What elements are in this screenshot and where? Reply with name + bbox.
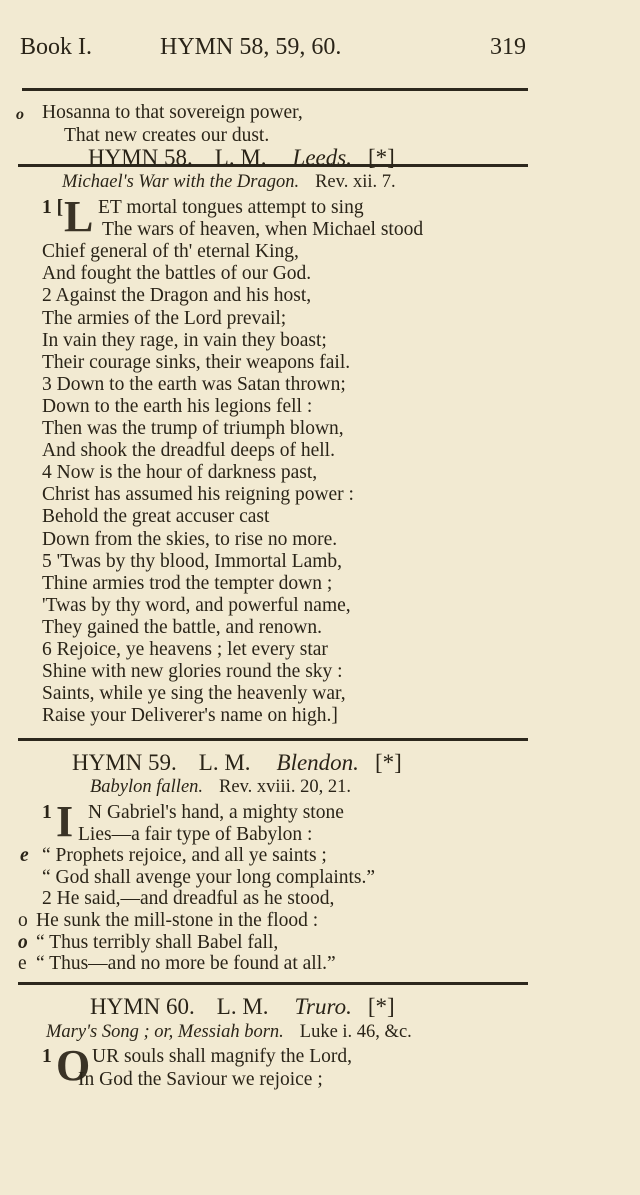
hymn-mark: [*]	[374, 750, 402, 775]
hymn-title	[88, 145, 395, 171]
hymn-title	[90, 994, 395, 1020]
verse-line: 2 Against the Dragon and his host,	[42, 285, 312, 306]
section-rule	[18, 738, 528, 741]
hymn-meter: L. M.	[214, 145, 267, 170]
hymn-meter: L. M.	[216, 994, 269, 1019]
verse-line: Hosanna to that sovereign power,	[42, 102, 303, 123]
hymn-title	[72, 750, 402, 776]
hymn-mark: [*]	[367, 145, 395, 170]
scripture-reference: Rev. xii. 7.	[315, 172, 396, 192]
verse-line: N Gabriel's hand, a mighty stone	[88, 802, 344, 823]
hymn-subject: Mary's Song ; or, Messiah born.	[46, 1022, 284, 1042]
verse-line: That new creates our dust.	[64, 125, 270, 146]
verse-line: 2 He said,—and dreadful as he stood,	[42, 888, 335, 909]
verse-line: And shook the dreadful deeps of hell.	[42, 440, 335, 461]
hymn-subject: Babylon fallen.	[90, 777, 204, 797]
dynamic-marker: e	[18, 953, 27, 974]
verse-line: Chief general of th' eternal King,	[42, 241, 299, 262]
verse-line: Then was the trump of triumph blown,	[42, 418, 344, 439]
verse-line: In vain they rage, in vain they boast;	[42, 330, 327, 351]
hymn-tune: Leeds.	[292, 145, 352, 170]
verse-line: “ God shall avenge your long complaints.”	[42, 867, 376, 888]
page-number: 319	[490, 34, 526, 60]
hymn-subtitle	[46, 1022, 412, 1043]
verse-line: Christ has assumed his reigning power :	[42, 484, 354, 505]
verse-line: “ Thus terribly shall Babel fall,	[36, 932, 279, 953]
running-title: HYMN 58, 59, 60.	[160, 34, 342, 60]
verse-line: The wars of heaven, when Michael stood	[102, 219, 424, 240]
verse-line: 6 Rejoice, ye heavens ; let every star	[42, 639, 328, 660]
hymn-meter: L. M.	[198, 750, 251, 775]
verse-line: Down to the earth his legions fell :	[42, 396, 313, 417]
dynamic-marker: o	[18, 910, 28, 931]
verse-line: Thine armies trod the tempter down ;	[42, 573, 333, 594]
verse-line: Shine with new glories round the sky :	[42, 661, 343, 682]
drop-cap: I	[56, 797, 74, 846]
marker: o	[16, 106, 24, 123]
verse-line: Saints, while ye sing the heavenly war,	[42, 683, 346, 704]
hymn-subtitle	[62, 172, 396, 193]
hymn-subject: Michael's War with the Dragon.	[62, 172, 300, 192]
verse-line: 5 'Twas by thy blood, Immortal Lamb,	[42, 551, 343, 572]
verse-line: Raise your Deliverer's name on high.]	[42, 705, 338, 726]
verse-number: 1 [	[42, 197, 64, 218]
verse-line: Their courage sinks, their weapons fail.	[42, 352, 351, 373]
verse-line: 4 Now is the hour of darkness past,	[42, 462, 318, 483]
verse-number: 1	[42, 802, 52, 823]
scripture-reference: Luke i. 46, &c.	[299, 1022, 412, 1042]
verse-number: 1	[42, 1046, 52, 1067]
section-rule	[18, 982, 528, 985]
scripture-reference: Rev. xviii. 20, 21.	[219, 777, 351, 797]
hymn-number: HYMN 59.	[72, 750, 177, 775]
book-label: Book I.	[20, 34, 92, 60]
verse-line: 'Twas by thy word, and powerful name,	[42, 595, 351, 616]
verse-line: ET mortal tongues attempt to sing	[98, 197, 364, 218]
hymn-mark: [*]	[367, 994, 395, 1019]
verse-line: “ Thus—and no more be found at all.”	[36, 953, 336, 974]
verse-line: Down from the skies, to rise no more.	[42, 529, 338, 550]
drop-cap: L	[64, 192, 94, 241]
dynamic-marker: o	[18, 932, 28, 953]
verse-line: 3 Down to the earth was Satan thrown;	[42, 374, 346, 395]
hymn-tune: Blendon.	[276, 750, 359, 775]
verse-line: The armies of the Lord prevail;	[42, 308, 287, 329]
verse-line: Behold the great accuser cast	[42, 506, 270, 527]
verse-line: In God the Saviour we rejoice ;	[78, 1069, 323, 1090]
hymn-tune: Truro.	[294, 994, 352, 1019]
hymn-number: HYMN 60.	[90, 994, 195, 1019]
header-rule	[22, 88, 528, 91]
verse-line: And fought the battles of our God.	[42, 263, 312, 284]
verse-line: He sunk the mill-stone in the flood :	[36, 910, 319, 931]
verse-line: Lies—a fair type of Babylon :	[78, 824, 313, 845]
verse-line: They gained the battle, and renown.	[42, 617, 322, 638]
dynamic-marker: e	[20, 845, 29, 866]
verse-line: UR souls shall magnify the Lord,	[92, 1046, 352, 1067]
hymn-number: HYMN 58.	[88, 145, 193, 170]
drop-cap: O	[56, 1041, 91, 1090]
verse-line: “ Prophets rejoice, and all ye saints ;	[42, 845, 327, 866]
hymn-subtitle	[90, 777, 351, 798]
